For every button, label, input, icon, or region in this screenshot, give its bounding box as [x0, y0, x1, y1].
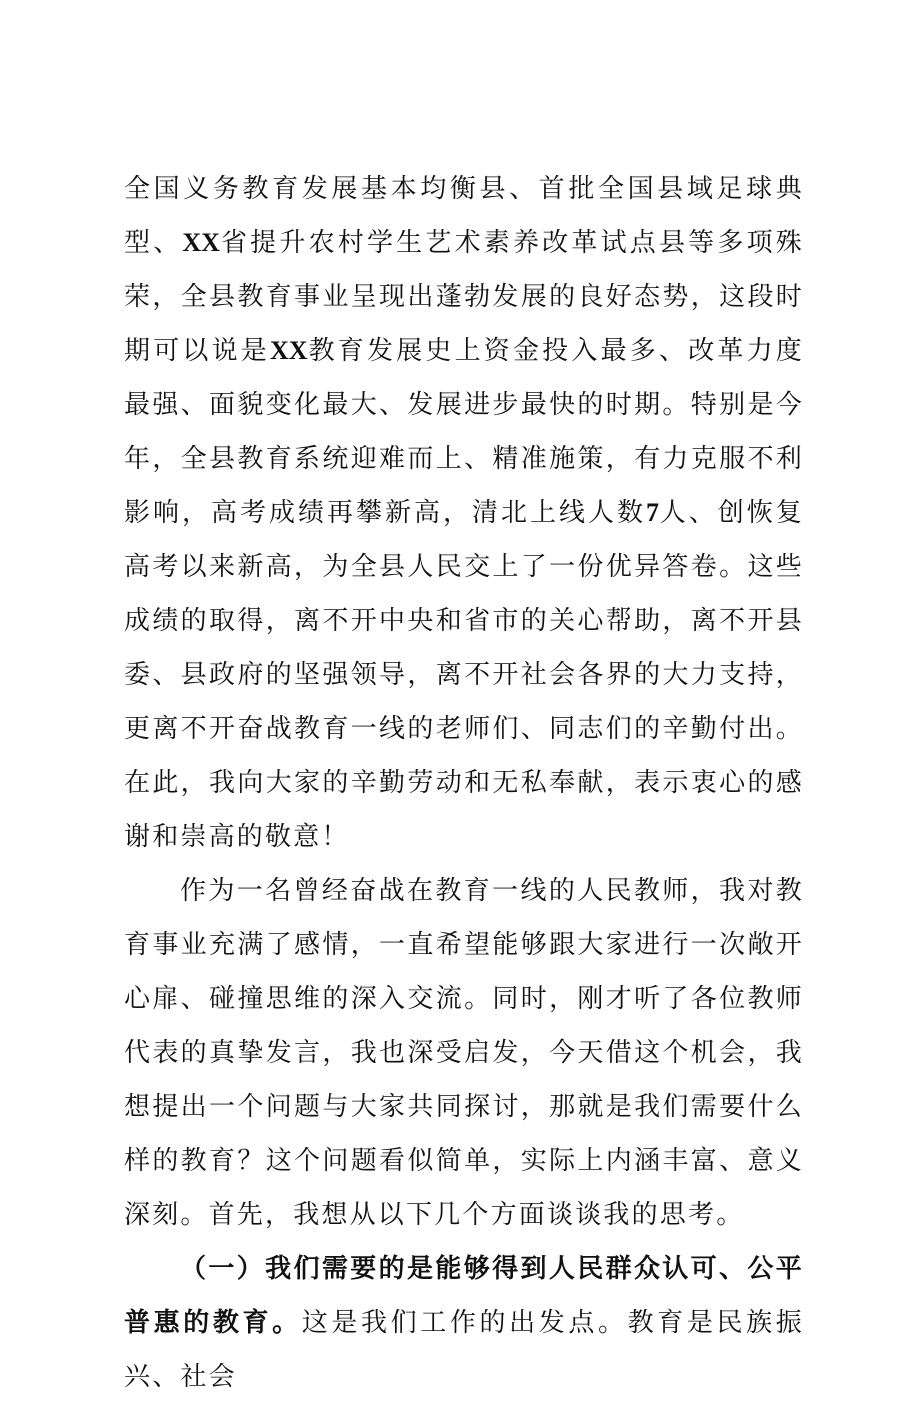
- paragraph-3-text: 这是我们工作的出发点。教育是民族振兴、社会: [124, 1308, 804, 1392]
- paragraph-1-county-placeholder-b: XX: [270, 336, 308, 365]
- paragraph-2: 作为一名曾经奋战在教育一线的人民教师，我对教育事业充满了感情，一直希望能够跟大家进行一次敞开心扉、碰撞思维的深入交流。同时，刚才听了各位教师代表的真挚发言，我也深受启发，今天借这个机会，我想提出一个问题与大家共同探讨，那就是我们需要什么样的教育？这个问题看似简单，实际上内涵丰富、意义深刻。首先，我想从以下几个方面谈谈我的思考。: [124, 876, 804, 1230]
- paragraph-3: [124, 1242, 804, 1404]
- paragraph-1-text-a: 全国义务教育发展基本均衡县、首批全国县域足球典型、: [124, 174, 804, 258]
- paragraph-1-text-b: 省提升农村学生艺术素养改革试点县等多项殊荣，全县教育事业呈现出蓬勃发展的良好态势，这段时期可以说是: [124, 228, 804, 366]
- section-heading-1: （一）我们需要的是能够得到人民群众认可、公平普惠的教育。: [124, 1254, 804, 1338]
- paragraph-1-text-d: 人、创恢复高考以来新高，为全县人民交上了一份优异答卷。这些成绩的取得，离不开中央和省市的关心帮助，离不开县委、县政府的坚强领导，离不开社会各界的大力支持，更离不开奋战教育一线的老师们、同志们的辛勤付出。在此，我向大家的辛勤劳动和无私奉献，表示衷心的感谢和崇高的敬意！: [124, 498, 804, 852]
- paragraph-1-number: 7: [645, 498, 659, 527]
- document-body: [124, 162, 804, 1404]
- paragraph-1: [124, 162, 804, 864]
- paragraph-1-county-placeholder-a: XX: [182, 228, 220, 257]
- paragraph-1-text-c: 教育发展史上资金投入最多、改革力度最强、面貌变化最大、发展进步最快的时期。特别是今年，全县教育系统迎难而上、精准施策，有力克服不利影响，高考成绩再攀新高，清北上线人数: [124, 336, 804, 528]
